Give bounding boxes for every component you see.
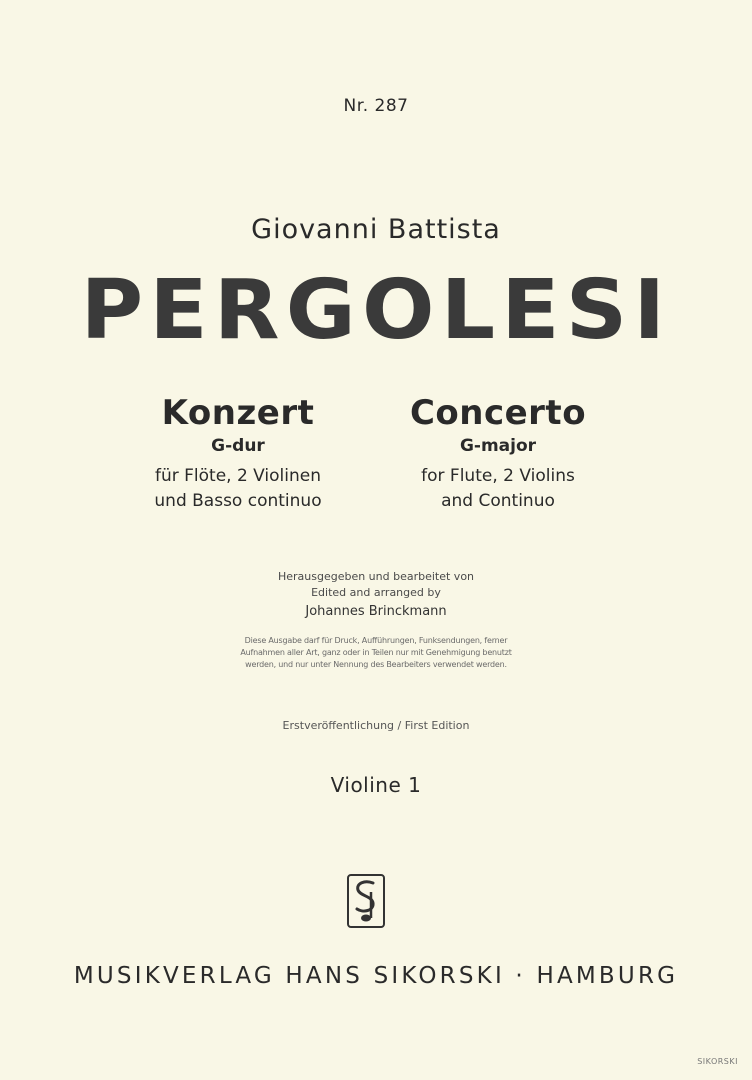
editor-name: Johannes Brinckmann	[305, 604, 447, 619]
english-instruments-line-1: for Flute, 2 Violins	[421, 466, 575, 486]
english-title-block	[358, 394, 638, 514]
english-key: G-major	[459, 436, 537, 456]
german-instruments-line-1: für Flöte, 2 Violinen	[154, 466, 322, 486]
german-title: Konzert	[161, 393, 315, 433]
rights-note-line-2: Aufnahmen aller Art, ganz oder in Teilen nur mit Genehmigung benutzt	[240, 648, 512, 657]
rights-note-line-3: werden, und nur unter Nennung des Bearbeiters verwendet werden.	[245, 660, 507, 669]
sikorski-logo-icon	[347, 874, 385, 928]
editor-line-english: Edited and arranged by	[311, 586, 441, 599]
rights-note-line-1: Diese Ausgabe darf für Druck, Aufführungen, Funksendungen, ferner	[244, 636, 508, 645]
part-name: Violine 1	[330, 773, 422, 797]
editor-credit	[0, 569, 752, 620]
english-instruments	[358, 464, 638, 514]
german-title-block	[98, 394, 378, 514]
catalog-mark: SIKORSKI	[697, 1057, 738, 1066]
rights-note	[205, 635, 547, 671]
german-key: G-dur	[211, 436, 265, 456]
german-instruments	[98, 464, 378, 514]
publisher-imprint: MUSIKVERLAG HANS SIKORSKI · HAMBURG	[73, 963, 679, 989]
composer-last-name: PERGOLESI	[80, 263, 672, 358]
edition-label: Erstveröffentlichung / First Edition	[282, 719, 470, 732]
english-instruments-line-2: and Continuo	[441, 491, 555, 511]
editor-line-german: Herausgegeben und bearbeitet von	[277, 570, 475, 583]
composer-first-name: Giovanni Battista	[251, 214, 501, 245]
english-title: Concerto	[409, 393, 587, 433]
edition-number: Nr. 287	[343, 96, 409, 116]
german-instruments-line-2: und Basso continuo	[154, 491, 322, 511]
